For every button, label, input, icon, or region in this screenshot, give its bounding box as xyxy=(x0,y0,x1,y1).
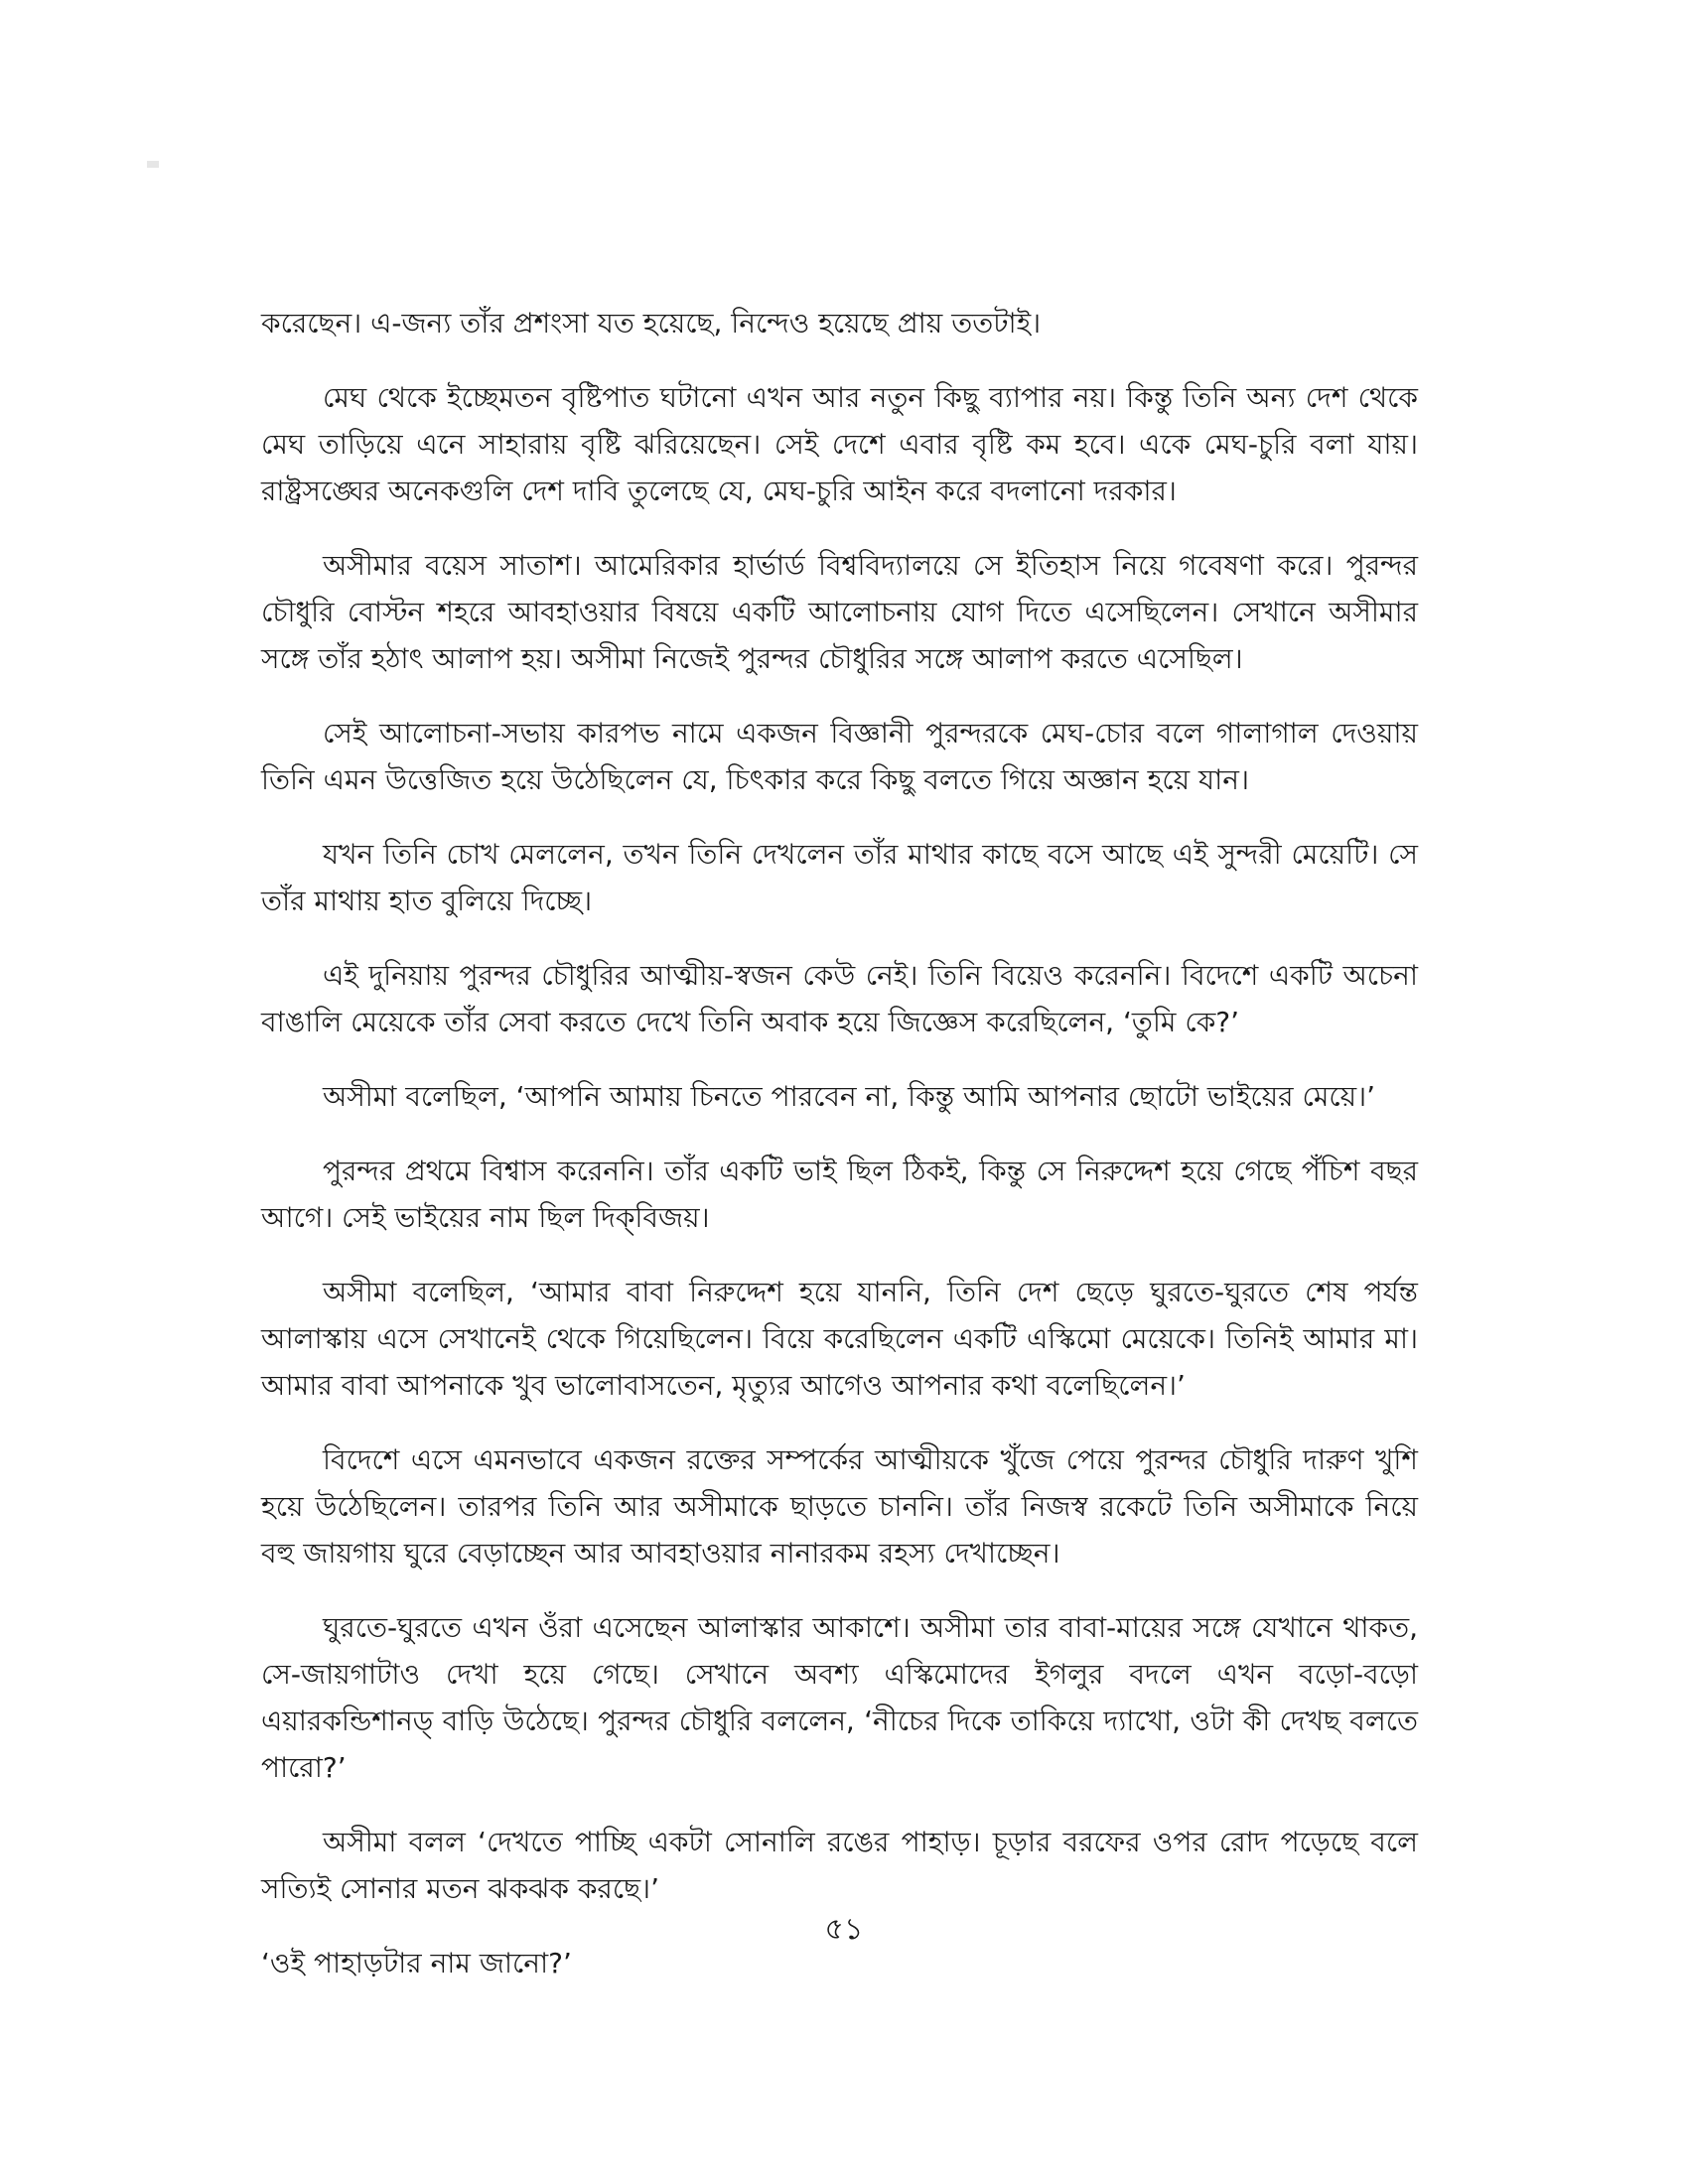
paragraph-4: সেই আলোচনা-সভায় কারপভ নামে একজন বিজ্ঞানী পুরন্দরকে মেঘ-চোর বলে গালাগাল দেওয়ায় তিনি এমন উত্তেজিত হয়ে উঠেছিলেন যে, চিৎকার করে কিছু বলতে গিয়ে অজ্ঞান হয়ে যান। xyxy=(261,717,1418,796)
paragraph-2: মেঘ থেকে ইচ্ছেমতন বৃষ্টিপাত ঘটানো এখন আর নতুন কিছু ব্যাপার নয়। কিন্তু তিনি অন্য দেশ থেকে মেঘ তাড়িয়ে এনে সাহারায় বৃষ্টি ঝরিয়েছেন। সেই দেশে এবার বৃষ্টি কম হবে। একে মেঘ-চুরি বলা যায়। রাষ্ট্রসঙ্ঘের অনেকগুলি দেশ দাবি তুলেছে যে, মেঘ-চুরি আইন করে বদলানো দরকার। xyxy=(261,381,1418,507)
paragraph-13: ‘ওই পাহাড়টার নাম জানো?’ xyxy=(261,1947,572,1979)
scan-mark xyxy=(147,161,159,168)
paragraph-12: অসীমা বলল ‘দেখতে পাচ্ছি একটা সোনালি রঙের পাহাড়। চূড়ার বরফের ওপর রোদ পড়েছে বলে সত্যিই সোনার মতন ঝকঝক করছে।’ xyxy=(261,1826,1418,1905)
paragraph-1: করেছেন। এ-জন্য তাঁর প্রশংসা যত হয়েছে, নিন্দেও হয়েছে প্রায় ততটাই। xyxy=(261,307,1042,340)
body-text xyxy=(261,300,1418,2014)
paragraph-7: অসীমা বলেছিল, ‘আপনি আমায় চিনতে পারবেন না, কিন্তু আমি আপনার ছোটো ভাইয়ের মেয়ে।’ xyxy=(323,1080,1376,1113)
paragraph-10: বিদেশে এসে এমনভাবে একজন রক্তের সম্পর্কের আত্মীয়কে খুঁজে পেয়ে পুরন্দর চৌধুরি দারুণ খুশি হয়ে উঠেছিলেন। তারপর তিনি আর অসীমাকে ছাড়তে চাননি। তাঁর নিজস্ব রকেটে তিনি অসীমাকে নিয়ে বহু জায়গায় ঘুরে বেড়াচ্ছেন আর আবহাওয়ার নানারকম রহস্য দেখাচ্ছেন। xyxy=(261,1443,1418,1570)
page-number: ৫১ xyxy=(824,1912,864,1947)
paragraph-11: ঘুরতে-ঘুরতে এখন ওঁরা এসেছেন আলাস্কার আকাশে। অসীমা তার বাবা-মায়ের সঙ্গে যেখানে থাকত, সে-জায়গাটাও দেখা হয়ে গেছে। সেখানে অবশ্য এস্কিমোদের ইগলুর বদলে এখন বড়ো-বড়ো এয়ারকন্ডিশানড্ বাড়ি উঠেছে। পুরন্দর চৌধুরি বললেন, ‘নীচের দিকে তাকিয়ে দ্যাখো, ওটা কী দেখছ বলতে পারো?’ xyxy=(261,1611,1418,1784)
paragraph-3: অসীমার বয়েস সাতাশ। আমেরিকার হার্ভার্ড বিশ্ববিদ্যালয়ে সে ইতিহাস নিয়ে গবেষণা করে। পুরন্দর চৌধুরি বোস্টন শহরে আবহাওয়ার বিষয়ে একটি আলোচনায় যোগ দিতে এসেছিলেন। সেখানে অসীমার সঙ্গে তাঁর হঠাৎ আলাপ হয়। অসীমা নিজেই পুরন্দর চৌধুরির সঙ্গে আলাপ করতে এসেছিল। xyxy=(261,549,1418,675)
paragraph-5: যখন তিনি চোখ মেললেন, তখন তিনি দেখলেন তাঁর মাথার কাছে বসে আছে এই সুন্দরী মেয়েটি। সে তাঁর মাথায় হাত বুলিয়ে দিচ্ছে। xyxy=(261,838,1418,917)
paragraph-6: এই দুনিয়ায় পুরন্দর চৌধুরির আত্মীয়-স্বজন কেউ নেই। তিনি বিয়েও করেননি। বিদেশে একটি অচেনা বাঙালি মেয়েকে তাঁর সেবা করতে দেখে তিনি অবাক হয়ে জিজ্ঞেস করেছিলেন, ‘তুমি কে?’ xyxy=(261,959,1418,1038)
paragraph-9: অসীমা বলেছিল, ‘আমার বাবা নিরুদ্দেশ হয়ে যাননি, তিনি দেশ ছেড়ে ঘুরতে-ঘুরতে শেষ পর্যন্ত আলাস্কায় এসে সেখানেই থেকে গিয়েছিলেন। বিয়ে করেছিলেন একটি এস্কিমো মেয়েকে। তিনিই আমার মা। আমার বাবা আপনাকে খুব ভালোবাসতেন, মৃত্যুর আগেও আপনার কথা বলেছিলেন।’ xyxy=(261,1276,1418,1402)
paragraph-8: পুরন্দর প্রথমে বিশ্বাস করেননি। তাঁর একটি ভাই ছিল ঠিকই, কিন্তু সে নিরুদ্দেশ হয়ে গেছে পঁচিশ বছর আগে। সেই ভাইয়ের নাম ছিল দিক্‌বিজয়। xyxy=(261,1155,1418,1234)
